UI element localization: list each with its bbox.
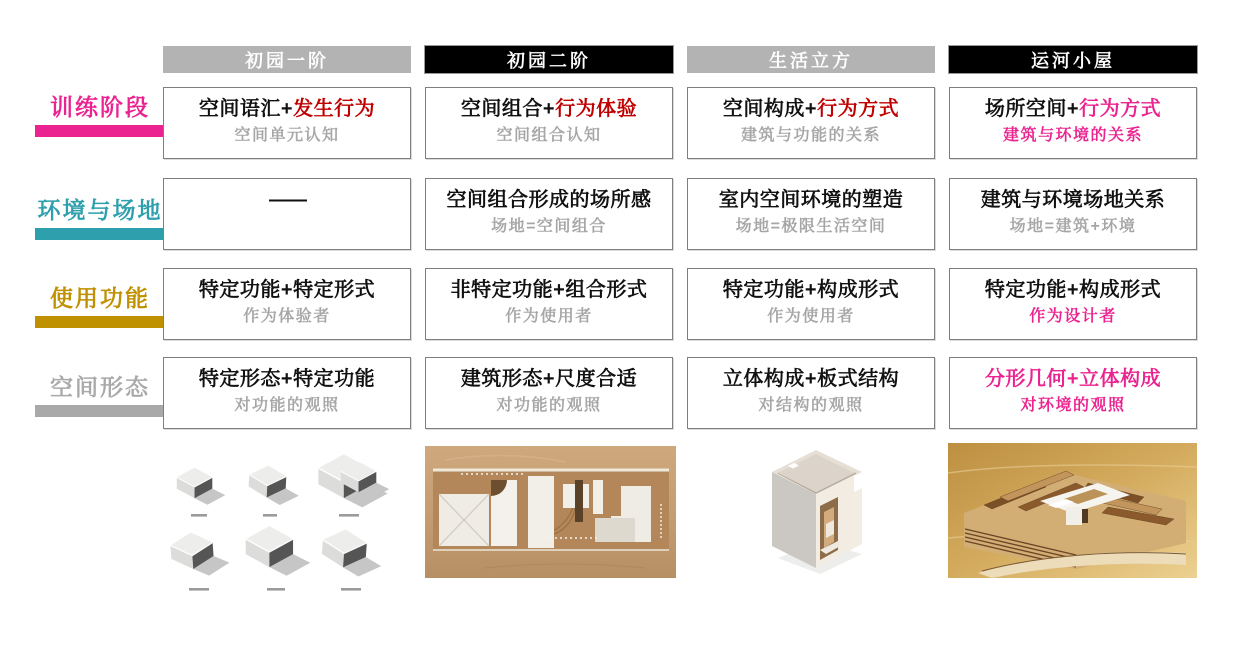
row-label-underline-bar [35,405,165,417]
cell-subtitle-line: 建筑与环境的关系 [1002,127,1143,144]
cell-main-line [199,95,375,123]
column-header-canal-cabin: 运河小屋 [949,46,1197,73]
cell-spatial-form-life-cube [687,357,935,429]
cell-spatial-form-canal-cabin [949,357,1197,429]
cell-main-segment: 非特定功能+组合形式 [450,279,648,301]
row-label-spatial-form [35,374,165,417]
row-label-text: 空间形态 [50,374,150,400]
row-label-underline-bar [35,228,165,240]
row-label-use-function [35,285,165,328]
row-label-underline-bar [35,125,165,137]
cell-main-segment: 建筑与环境场地关系 [980,189,1166,211]
cell-subtitle-line: 对功能的观照 [496,397,602,414]
cell-subtitle-line: 场地=建筑+环境 [1009,218,1137,235]
cell-spatial-form-chuyuan-stage-1 [163,357,411,429]
cell-environment-site-chuyuan-stage-2 [425,178,673,250]
cell-main-segment: 空间组合+ [460,98,556,120]
cell-spatial-form-chuyuan-stage-2 [425,357,673,429]
cell-main-segment: 行为方式 [817,98,900,120]
cell-subtitle-line: 场地=空间组合 [491,218,607,235]
cell-environment-site-canal-cabin [949,178,1197,250]
cell-main-line [723,276,899,304]
cell-main-line [985,276,1161,304]
cell-main-segment: 空间组合形成的场所感 [446,189,652,211]
cell-main-segment: 特定形态+特定功能 [198,368,376,390]
cell-main-line [719,186,904,214]
column-header-chuyuan-stage-2: 初园二阶 [425,46,673,73]
cell-use-function-canal-cabin [949,268,1197,340]
cell-subtitle-line: 场地=极限生活空间 [735,218,887,235]
model-thumbnail-2 [248,465,301,506]
cell-subtitle-line: 建筑与功能的关系 [740,127,881,144]
row-label-text: 使用功能 [50,285,150,311]
cell-subtitle-line: 对功能的观照 [234,397,340,414]
cell-main-line [723,365,899,393]
cell-training-stage-canal-cabin [949,87,1197,159]
cell-main-segment: 特定功能+特定形式 [198,279,376,301]
row-label-text: 环境与场地 [37,197,163,223]
column-header-life-cube: 生活立方 [687,46,935,73]
cell-main-segment: 建筑形态+尺度合适 [460,368,638,390]
cell-environment-site-chuyuan-stage-1 [163,178,411,250]
cell-main-line [985,95,1161,123]
row-label-underline-bar [35,316,165,328]
cell-training-stage-life-cube [687,87,935,159]
cell-main-line [451,276,648,304]
cell-main-segment: —— [269,189,305,211]
cell-main-line [461,95,637,123]
cell-main-segment: 发生行为 [293,98,376,120]
cell-main-line [199,276,375,304]
cell-main-line [723,95,899,123]
cell-main-segment: 室内空间环境的塑造 [718,189,904,211]
cell-main-line [985,365,1161,393]
row-label-text: 训练阶段 [50,94,150,120]
cell-subtitle-line: 作为使用者 [767,308,855,325]
cell-main-segment: 立体构成+板式结构 [722,368,900,390]
cell-training-stage-chuyuan-stage-2 [425,87,673,159]
cell-subtitle-line: 空间单元认知 [234,127,340,144]
cell-use-function-chuyuan-stage-1 [163,268,411,340]
cell-main-line [981,186,1166,214]
model-thumbnail-4 [170,530,231,578]
cell-main-segment: 空间构成+ [722,98,818,120]
column-header-chuyuan-stage-1: 初园一阶 [163,46,411,73]
figure-canal-site-model-photo [948,443,1197,578]
cell-main-segment: 分形几何+立体构成 [984,368,1162,390]
cell-main-line [447,186,652,214]
model-thumbnail-1 [177,468,225,505]
row-label-environment-site [35,197,165,240]
cell-subtitle-line: 作为体验者 [243,308,331,325]
cell-main-segment: 特定功能+构成形式 [984,279,1162,301]
cell-training-stage-chuyuan-stage-1 [163,87,411,159]
cell-main-line [199,365,375,393]
cell-main-segment: 空间语汇+ [198,98,294,120]
cell-subtitle-line: 空间组合认知 [496,127,602,144]
cell-main-line [269,186,305,214]
model-thumbnail-5 [246,526,311,576]
figure-unit-model-axonometrics-grid [163,448,411,600]
cell-environment-site-life-cube [687,178,935,250]
cell-subtitle-line: 作为设计者 [1029,308,1117,325]
figure-cube-model-render [758,442,874,582]
cell-main-segment: 行为体验 [555,98,638,120]
cell-subtitle-line: 对结构的观照 [758,397,864,414]
model-thumbnail-6 [321,528,384,578]
cell-main-segment: 场所空间+ [984,98,1080,120]
row-label-training-stage [35,94,165,137]
cell-main-segment: 行为方式 [1079,98,1162,120]
cell-subtitle-line: 对环境的观照 [1020,397,1126,414]
cell-main-segment: 特定功能+构成形式 [722,279,900,301]
figure-combination-model-top-photo [425,446,676,578]
cell-use-function-life-cube [687,268,935,340]
cell-main-line [461,365,637,393]
model-thumbnail-3 [318,454,389,507]
cell-use-function-chuyuan-stage-2 [425,268,673,340]
cell-subtitle-line: 作为使用者 [505,308,593,325]
